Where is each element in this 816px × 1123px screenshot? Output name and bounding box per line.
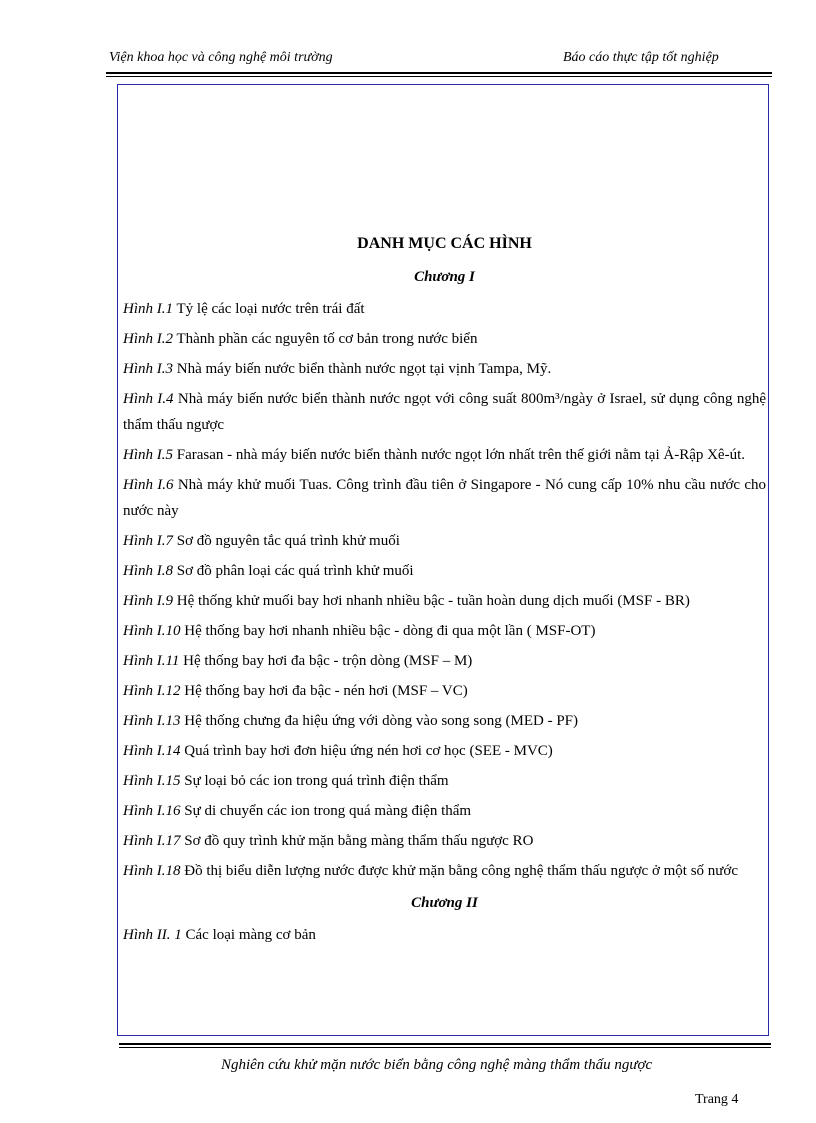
figure-label: Hình I.13: [123, 713, 181, 729]
figure-caption: Hệ thống khử muối bay hơi nhanh nhiều bậc - tuần hoàn dung dịch muối (MSF - BR): [176, 593, 690, 609]
figure-list: [123, 230, 766, 952]
list-item: [123, 386, 766, 438]
figure-caption: Nhà máy biến nước biển thành nước ngọt với công suất 800m³/ngày ở Israel, sử dụng công nghệ thẩm thấu ngược: [123, 391, 767, 433]
header-left-text: Viện khoa học và công nghệ môi trường: [109, 50, 333, 65]
list-item: [123, 558, 766, 584]
footer-title: Nghiên cứu khử mặn nước biển bằng công nghệ màng thẩm thấu ngược: [221, 1057, 653, 1073]
figure-caption: Hệ thống bay hơi nhanh nhiều bậc - dòng đi qua một lần ( MSF-OT): [184, 623, 596, 639]
list-item: [123, 356, 766, 382]
list-item: [123, 828, 766, 854]
footer-rule-thin: [119, 1047, 771, 1048]
list-item: [123, 588, 766, 614]
figure-label: Hình II. 1: [123, 927, 182, 943]
header-rule-thin: [106, 76, 772, 77]
page-title: DANH MỤC CÁC HÌNH: [357, 235, 532, 252]
list-item: [123, 442, 766, 468]
figure-label: Hình I.17: [123, 833, 181, 849]
figure-caption: Các loại màng cơ bản: [185, 927, 316, 943]
list-item: [123, 708, 766, 734]
list-item: [123, 618, 766, 644]
figure-label: Hình I.12: [123, 683, 181, 699]
figure-caption: Quá trình bay hơi đơn hiệu ứng nén hơi cơ học (SEE - MVC): [184, 743, 553, 759]
figure-label: Hình I.7: [123, 533, 173, 549]
figure-label: Hình I.9: [123, 593, 173, 609]
figure-label: Hình I.3: [123, 361, 173, 377]
list-item: [123, 678, 766, 704]
chapter-heading-2: Chương II: [411, 895, 478, 911]
list-item: [123, 922, 766, 948]
list-item: [123, 858, 766, 884]
figure-caption: Thành phần các nguyên tố cơ bản trong nước biển: [176, 331, 478, 347]
figure-label: Hình I.10: [123, 623, 181, 639]
figure-label: Hình I.18: [123, 863, 181, 879]
figure-caption: Sơ đồ nguyên tắc quá trình khử muối: [176, 533, 400, 549]
figure-caption: Sự loại bỏ các ion trong quá trình điện thẩm: [184, 773, 449, 789]
list-item: [123, 528, 766, 554]
header-rule-thick: [106, 72, 772, 74]
figure-label: Hình I.4: [123, 391, 174, 407]
figure-caption: Nhà máy khử muối Tuas. Công trình đầu tiên ở Singapore - Nó cung cấp 10% nhu cầu nước cho nước này: [123, 477, 767, 519]
list-item: [123, 738, 766, 764]
figure-label: Hình I.2: [123, 331, 173, 347]
header-right-text: Báo cáo thực tập tốt nghiệp: [563, 50, 719, 65]
figure-label: Hình I.16: [123, 803, 181, 819]
figure-label: Hình I.14: [123, 743, 181, 759]
list-item: [123, 296, 766, 322]
chapter-heading-1: Chương I: [414, 269, 475, 285]
list-item: [123, 326, 766, 352]
figure-caption: Hệ thống bay hơi đa bậc - nén hơi (MSF – VC): [184, 683, 468, 699]
list-item: [123, 472, 766, 524]
page-number: Trang 4: [695, 1092, 739, 1107]
figure-label: Hình I.8: [123, 563, 173, 579]
list-item: [123, 768, 766, 794]
figure-caption: Sự di chuyển các ion trong quá màng điện thẩm: [184, 803, 472, 819]
figure-caption: Hệ thống bay hơi đa bậc - trộn dòng (MSF – M): [183, 653, 473, 669]
figure-caption: Farasan - nhà máy biến nước biển thành nước ngọt lớn nhất trên thế giới nằm tại Ả-Rập Xê-út.: [176, 447, 746, 463]
list-item: [123, 648, 766, 674]
figure-label: Hình I.6: [123, 477, 174, 493]
figure-label: Hình I.11: [123, 653, 180, 669]
figure-caption: Đồ thị biểu diễn lượng nước được khử mặn bằng công nghệ thẩm thấu ngược ở một số nước: [184, 863, 739, 879]
figure-caption: Sơ đồ quy trình khử mặn bằng màng thẩm thấu ngược RO: [184, 833, 534, 849]
figure-label: Hình I.15: [123, 773, 181, 789]
figure-label: Hình I.1: [123, 301, 173, 317]
list-item: [123, 798, 766, 824]
figure-caption: Hệ thống chưng đa hiệu ứng với dòng vào song song (MED - PF): [184, 713, 578, 729]
footer-rule-thick: [119, 1043, 771, 1045]
figure-caption: Tỷ lệ các loại nước trên trái đất: [176, 301, 365, 317]
figure-label: Hình I.5: [123, 447, 173, 463]
figure-caption: Sơ đồ phân loại các quá trình khử muối: [176, 563, 414, 579]
figure-caption: Nhà máy biến nước biển thành nước ngọt tại vịnh Tampa, Mỹ.: [176, 361, 552, 377]
